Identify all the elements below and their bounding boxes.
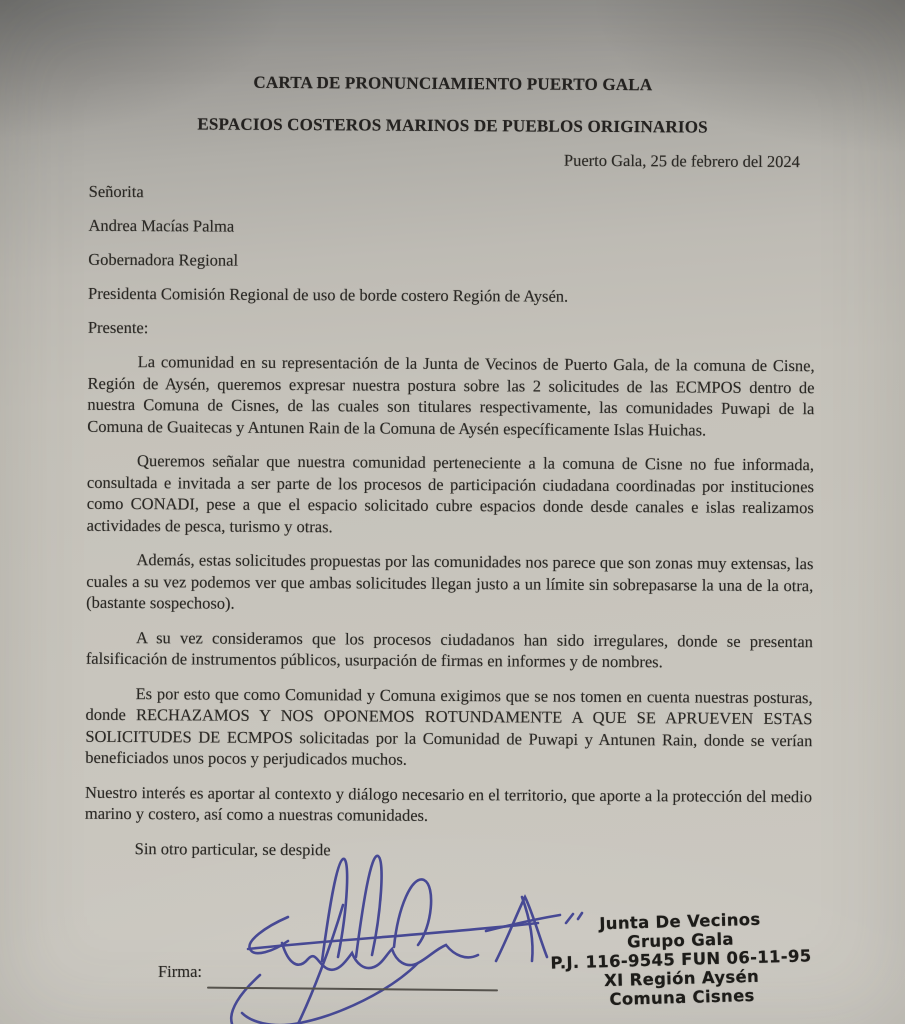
stamp-line-registry: P.J. 116-9545 FUN 06-11-95	[550, 946, 812, 973]
signature-field-label: Firma:	[158, 962, 202, 981]
stamp-line-group: Grupo Gala	[626, 929, 735, 952]
paragraph-3: Además, estas solicitudes propuestas por las comunidades nos parece que son zonas muy extensas, las cuales a su vez podemos ver que ambas solicitudes llegan justo a un límite sin sobrepasarse la una de la otra, (bastante sospechoso).	[86, 550, 814, 613]
letter-title-line2: ESPACIOS COSTEROS MARINOS DE PUEBLOS ORIGINARIOS	[197, 114, 708, 137]
stamp-line-comuna: Comuna Cisnes	[609, 985, 755, 1010]
recipient-role-2: Presidenta Comisión Regional de uso de borde costero Región de Aysén.	[88, 283, 569, 306]
letter-body	[85, 351, 815, 829]
recipient-block	[88, 181, 816, 342]
stamp-line-org: Junta De Vecinos	[599, 909, 761, 934]
closing-line: Sin otro particular, se despide	[134, 838, 331, 859]
paragraph-2: Queremos señalar que nuestra comunidad perteneciente a la comuna de Cisne no fue informada, consultada e invitada a ser parte de los procesos de participación ciudadana coordinadas por instituciones como CONADI, pese a que el espacio solicitado cubre espacios donde desde canales e islas realizamos actividades de pesca, turismo y otras.	[86, 451, 815, 536]
date-line: Puerto Gala, 25 de febrero del 2024	[563, 150, 800, 172]
recipient-name: Andrea Macías Palma	[88, 215, 235, 236]
recipient-salutation: Señorita	[88, 181, 144, 202]
paragraph-1: La comunidad en su representación de la Junta de Vecinos de Puerto Gala, de la comuna de Cisne, Región de Aysén, queremos expresar nuestra postura sobre las 2 solicitudes de las ECMPOS dentro de nuestra Comuna de Cisnes, de las cuales son titulares respectivamente, las comunidades Puwapi de la Comuna de Guaitecas y Antunen Rain de la Comuna de Aysén específicamente Islas Huichas.	[87, 352, 815, 440]
stamp-line-region: XI Región Aysén	[603, 966, 760, 991]
paragraph-4: A su vez consideramos que los procesos ciudadanos han sido irregulares, donde se presentan falsificación de instrumentos públicos, usurpación de firmas en informes y de nombres.	[85, 627, 814, 672]
paragraph-6: Nuestro interés es aportar al contexto y diálogo necesario en el territorio, que aporte a la protección del medio marino y costero, así como a nuestras comunidades.	[84, 782, 813, 825]
recipient-role-1: Gobernadora Regional	[88, 249, 239, 270]
paragraph-5: Es por esto que como Comunidad y Comuna exigimos que se nos tomen en cuenta nuestras posturas, donde RECHAZAMOS Y NOS OPONEMOS ROTUNDAMENTE A QUE SE APRUEVEN ESTAS SOLICITUDES DE ECMPOS solicitadas por la Comunidad de Puwapi y Antunen Rain, donde se verían beneficiados unos pocos y perjudicados muchos.	[85, 683, 813, 769]
recipient-presente: Presente:	[87, 317, 149, 338]
letter-title-line1: CARTA DE PRONUNCIAMIENTO PUERTO GALA	[253, 72, 653, 95]
organization-stamp	[527, 908, 836, 1012]
